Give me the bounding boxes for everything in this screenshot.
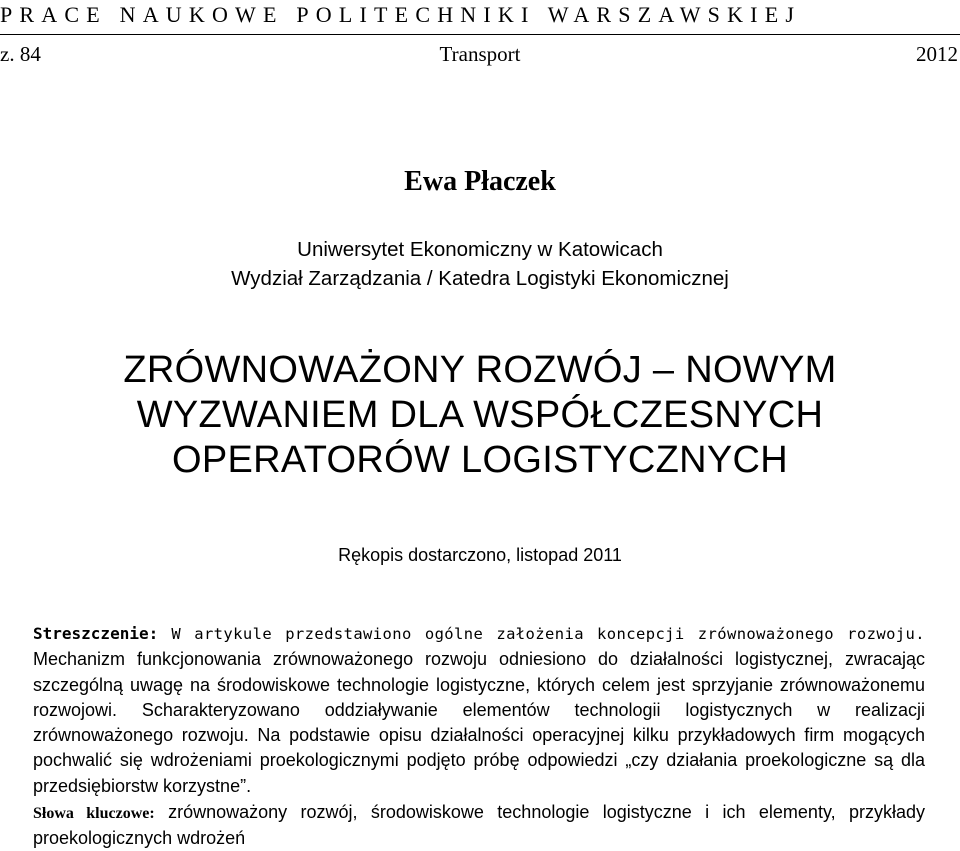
- publication-year: 2012: [916, 42, 958, 66]
- paper-title-line-1: ZRÓWNOWAŻONY ROZWÓJ – NOWYM: [123, 349, 837, 391]
- header-divider: [0, 34, 960, 35]
- keywords: [33, 800, 925, 851]
- manuscript-received-note: Rękopis dostarczono, listopad 2011: [338, 545, 622, 565]
- paper-title-line-2: WYZWANIEM DLA WSPÓŁCZESNYCH: [136, 394, 824, 436]
- journal-series-title: PRACE NAUKOWE POLITECHNIKI WARSZAWSKIEJ: [0, 2, 802, 27]
- abstract-label: Streszczenie:: [33, 624, 159, 643]
- paper-title: [0, 348, 960, 483]
- section-name: Transport: [439, 42, 521, 66]
- author-name: Ewa Płaczek: [404, 166, 556, 197]
- keywords-text: zrównoważony rozwój, środowiskowe technologie logistyczne i ich elementy, przykłady proekologicznych wdrożeń: [33, 802, 925, 848]
- abstract: [33, 621, 925, 799]
- keywords-label: Słowa kluczowe:: [33, 805, 155, 822]
- affiliation-department: Wydział Zarządzania / Katedra Logistyki Ekonomicznej: [231, 267, 729, 290]
- author-affiliation: [0, 235, 960, 293]
- paper-title-line-3: OPERATORÓW LOGISTYCZNYCH: [172, 439, 788, 481]
- affiliation-university: Uniwersytet Ekonomiczny w Katowicach: [297, 238, 663, 261]
- abstract-text: Mechanizm funkcjonowania zrównoważonego rozwoju odniesiono do działalności logistycznej, zwracając szczególną uwagę na środowiskowe technologie logistyczne, których celem jest sprzyjanie zrównoważonemu rozwojowi. Scharakteryzowano oddziaływanie elementów technologii logistycznych w realizacji zrównoważonego rozwoju. Na podstawie opisu działalności operacyjnej kilku przykładowych firm mogących pochwalić się wdrożeniami proekologicznymi podjęto próbę odpowiedzi „czy działania proekologiczne są dla przedsiębiorstw korzystne”.: [33, 649, 925, 796]
- issue-number: z. 84: [0, 42, 41, 66]
- abstract-first-sentence: W artykule przedstawiono ogólne założenia koncepcji zrównoważonego rozwoju.: [158, 625, 925, 643]
